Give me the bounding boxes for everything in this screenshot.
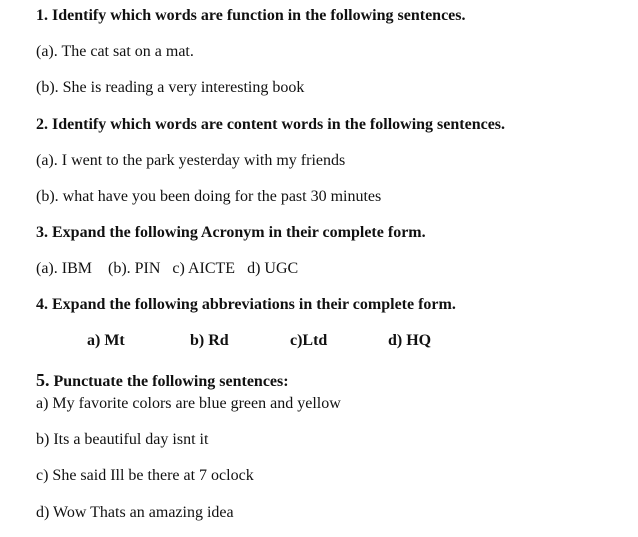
question-1-sentence-b: (b). She is reading a very interesting book <box>36 79 305 96</box>
question-5-number: 5. <box>36 370 50 390</box>
question-5-title-text: Punctuate the following sentences: <box>53 373 289 390</box>
question-3-acronyms: (a). IBM (b). PIN c) AICTE d) UGC <box>36 260 299 277</box>
question-4-abbreviations <box>0 331 638 351</box>
abbreviation-item: b) Rd <box>190 332 229 349</box>
question-5-sentence-a: a) My favorite colors are blue green and yellow <box>36 395 341 412</box>
question-4-title: 4. Expand the following abbreviations in their complete form. <box>36 296 456 313</box>
abbreviation-item: c)Ltd <box>290 332 328 349</box>
question-3-title: 3. Expand the following Acronym in their complete form. <box>36 224 426 241</box>
question-2-sentence-a: (a). I went to the park yesterday with my friends <box>36 152 346 169</box>
question-5-title <box>36 370 289 392</box>
question-5-sentence-b: b) Its a beautiful day isnt it <box>36 431 209 448</box>
abbreviation-item: d) HQ <box>388 332 432 349</box>
abbreviation-item: a) Mt <box>87 332 125 349</box>
question-1-sentence-a: (a). The cat sat on a mat. <box>36 43 194 60</box>
question-2-title: 2. Identify which words are content words in the following sentences. <box>36 116 506 133</box>
question-5-sentence-c: c) She said Ill be there at 7 oclock <box>36 467 254 484</box>
question-2-sentence-b: (b). what have you been doing for the past 30 minutes <box>36 188 382 205</box>
question-5-sentence-d: d) Wow Thats an amazing idea <box>36 504 234 521</box>
question-1-title: 1. Identify which words are function in the following sentences. <box>36 7 466 24</box>
